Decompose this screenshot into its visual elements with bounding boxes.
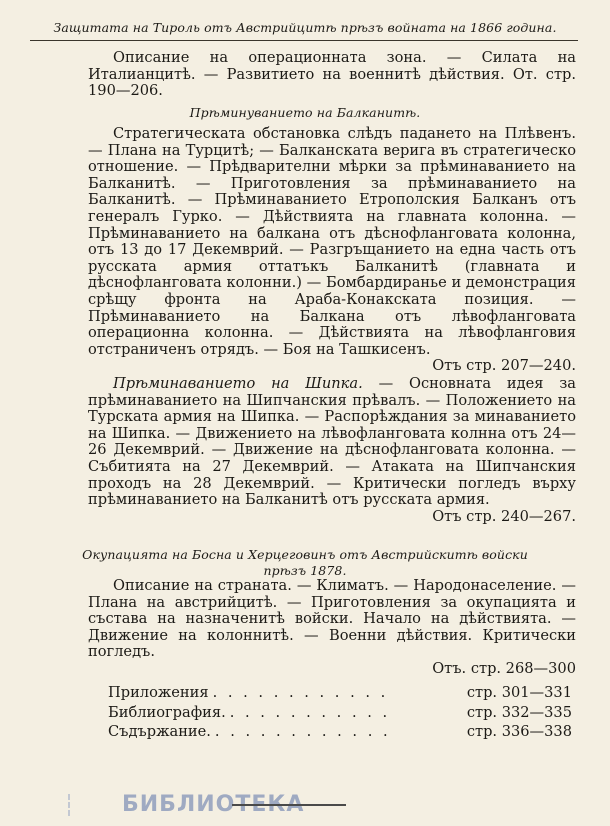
library-stamp: БИБЛИОТЕКА [122,792,305,817]
appendix-row [108,703,572,723]
page-range-bosnia: Отъ. стр. 268—300 [432,659,576,677]
section-text-bosnia: Описание на страната. — Климатъ. — Народонаселение. — Плана на австрийцитѣ. — Приготовления за окупацията и състава на назначенитѣ войски. Начало на дѣйствията. — Движение на колоннитѣ. — Военни дѣйствия. Критически погледъ. [88,577,576,661]
section-heading-bosnia: Окупацията на Босна и Херцеговинъ отъ Австрийскитѣ войски [82,547,528,562]
section-body-balkans [88,126,576,375]
appendix-pages: стр. 336—338 [466,723,572,740]
section-heading-tyrol: Защитата на Тироль отъ Австрийцитѣ прѣзъ войната на 1866 година. [53,20,557,35]
section-text-tyrol: Описание на операционната зона. — Силата на Италианцитѣ. — Развитието на военнитѣ дѣйствия. От. стр. 190—206. [88,49,577,100]
appendix-label: Приложения [108,684,209,701]
page-range-balkans: Отъ стр. 207—240. [432,357,576,375]
section-text-balkans: Стратегическата обстановка слѣдъ падането на Плѣвенъ. — Плана на Турцитѣ; — Балканската верига въ стратегическо отношение. — Прѣдварителни мѣрки за прѣминаванието на Балканитѣ. — Приготовления за прѣминаванието на Балканитѣ. — Прѣминаванието Етрополския Балканъ отъ генералъ Гурко. — Дѣйствията на главната колонна. — Прѣминаванието на балкана отъ дѣснофланговата колонна, отъ 13 до 17 Декемврий. — Разгръщанието на една часть отъ русската армия оттатъкъ Балканитѣ (главната и дѣснофланговата колонни.) — Бомбардиранье и демонстрация срѣщу фронта на Араба-Конакската позиция. — Прѣминаванието на Балкана отъ лѣвофланговата операционна колонна. — Дѣйствията на лѣвофланговия отстраниченъ отрядъ. — Боя на Ташкисенъ. [88,125,576,358]
appendix-pages: стр. 332—335 [466,703,572,721]
appendix-label: Съдържание. [108,723,211,740]
section-heading-bosnia-year: прѣзъ 1878. [263,563,347,578]
appendix-list [108,683,572,742]
stamp-edge [68,794,120,816]
section-body-shipka [88,376,576,525]
section-body-bosnia [88,578,576,678]
appendix-row [108,683,572,703]
page-range-tyrol: От. стр. 190—206. [88,65,577,100]
subsection-title-shipka: Прѣминаванието на Шипка. [113,375,363,392]
appendix-pages: стр. 301—331 [466,684,572,701]
appendix-row [108,722,572,742]
section-text-shipka: Прѣминаванието на Шипка. — Основната идея за прѣминаванието на Шипчанския прѣвалъ. — Положението на Турската армия на Шипка. — Распорѣждания за минаванието на Шипка. — Движението на лѣвофланговата колнна отъ 24—26 Декемврий. — Движение на дѣснофланговата колонна. — Събитията на 27 Декемврий. — Атаката на Шипчанския проходъ на 28 Декемврий. — Критически погледъ върху прѣминаванието на Балканитѣ отъ русската армия. [88,375,576,509]
page-range-shipka: Отъ стр. 240—267. [432,507,576,525]
heading-underline [30,40,578,41]
leader-dots: . . . . . . . . . . . . [212,684,389,701]
bottom-rule [232,804,346,806]
leader-dots: . . . . . . . . . . . . [214,723,391,740]
appendix-label: Библиография. [108,703,226,721]
section-body-tyrol [88,50,576,100]
leader-dots: . . . . . . . . . . . [229,703,391,721]
section-heading-balkans: Прѣминуванието на Балканитѣ. [189,105,421,120]
